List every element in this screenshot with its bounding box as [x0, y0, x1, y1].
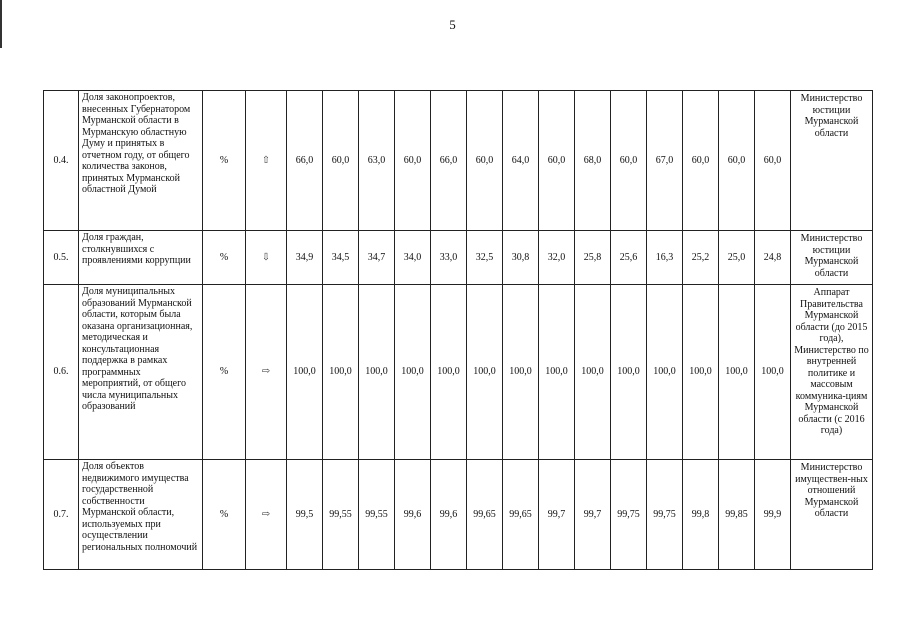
- value-cell: 60,0: [323, 91, 359, 231]
- value-cell: 99,8: [683, 460, 719, 570]
- value-cell: 34,0: [395, 231, 431, 285]
- value-cell: 67,0: [647, 91, 683, 231]
- indicator-name: Доля законопроектов, внесенных Губернатором Мурманской области в Мурманскую областную Думу и принятых в отчетном году, от общего количества законов, принятых Мурманской областной Думой: [79, 91, 203, 231]
- value-cell: 100,0: [647, 285, 683, 460]
- trend-arrow-icon: ⇨: [246, 460, 287, 570]
- value-cell: 100,0: [359, 285, 395, 460]
- indicator-name: Доля муниципальных образований Мурманской области, которым была оказана организационная, методическая и консультационная поддержка в рамках программных мероприятий, от общего числа муниципальных образований: [79, 285, 203, 460]
- value-cell: 63,0: [359, 91, 395, 231]
- value-cell: 24,8: [755, 231, 791, 285]
- value-cell: 99,6: [431, 460, 467, 570]
- value-cell: 60,0: [719, 91, 755, 231]
- value-cell: 25,8: [575, 231, 611, 285]
- value-cell: 68,0: [575, 91, 611, 231]
- value-cell: 99,5: [287, 460, 323, 570]
- value-cell: 99,75: [611, 460, 647, 570]
- value-cell: 100,0: [431, 285, 467, 460]
- value-cell: 25,2: [683, 231, 719, 285]
- indicator-name: Доля граждан, столкнувшихся с проявлениями коррупции: [79, 231, 203, 285]
- value-cell: 100,0: [683, 285, 719, 460]
- value-cell: 60,0: [611, 91, 647, 231]
- value-cell: 99,55: [359, 460, 395, 570]
- value-cell: 32,0: [539, 231, 575, 285]
- value-cell: 25,6: [611, 231, 647, 285]
- value-cell: 34,9: [287, 231, 323, 285]
- value-cell: 16,3: [647, 231, 683, 285]
- value-cell: 99,85: [719, 460, 755, 570]
- value-cell: 25,0: [719, 231, 755, 285]
- value-cell: 34,7: [359, 231, 395, 285]
- value-cell: 100,0: [395, 285, 431, 460]
- row-number: 0.4.: [44, 91, 79, 231]
- unit-cell: %: [203, 231, 246, 285]
- value-cell: 99,65: [467, 460, 503, 570]
- page-number: 5: [449, 17, 456, 32]
- trend-arrow-icon: ⇨: [246, 285, 287, 460]
- value-cell: 99,65: [503, 460, 539, 570]
- unit-cell: %: [203, 460, 246, 570]
- value-cell: 99,7: [539, 460, 575, 570]
- responsible-org: Аппарат Правительства Мурманской области (до 2015 года), Министерство по внутренней политике и массовым коммуника-циям Мурманской области (с 2016 года): [791, 285, 873, 460]
- responsible-org: Министерство юстиции Мурманской области: [791, 91, 873, 231]
- value-cell: 100,0: [467, 285, 503, 460]
- value-cell: 60,0: [683, 91, 719, 231]
- row-number: 0.5.: [44, 231, 79, 285]
- value-cell: 99,6: [395, 460, 431, 570]
- value-cell: 60,0: [539, 91, 575, 231]
- value-cell: 32,5: [467, 231, 503, 285]
- value-cell: 99,7: [575, 460, 611, 570]
- value-cell: 99,9: [755, 460, 791, 570]
- value-cell: 60,0: [755, 91, 791, 231]
- value-cell: 100,0: [539, 285, 575, 460]
- indicators-table: [43, 90, 873, 570]
- value-cell: 100,0: [287, 285, 323, 460]
- value-cell: 64,0: [503, 91, 539, 231]
- value-cell: 66,0: [287, 91, 323, 231]
- value-cell: 30,8: [503, 231, 539, 285]
- table-row: [44, 231, 873, 285]
- table-row: [44, 460, 873, 570]
- value-cell: 100,0: [323, 285, 359, 460]
- value-cell: 100,0: [611, 285, 647, 460]
- value-cell: 100,0: [503, 285, 539, 460]
- indicator-name: Доля объектов недвижимого имущества государственной собственности Мурманской области, используемых при осуществлении региональных полномочий: [79, 460, 203, 570]
- value-cell: 100,0: [575, 285, 611, 460]
- value-cell: 34,5: [323, 231, 359, 285]
- value-cell: 99,55: [323, 460, 359, 570]
- table-body: [44, 91, 873, 570]
- row-number: 0.6.: [44, 285, 79, 460]
- unit-cell: %: [203, 91, 246, 231]
- table-row: [44, 285, 873, 460]
- value-cell: 100,0: [719, 285, 755, 460]
- value-cell: 60,0: [467, 91, 503, 231]
- responsible-org: Министерство имуществен-ных отношений Мурманской области: [791, 460, 873, 570]
- trend-arrow-icon: ⇧: [246, 91, 287, 231]
- value-cell: 99,75: [647, 460, 683, 570]
- value-cell: 60,0: [395, 91, 431, 231]
- value-cell: 66,0: [431, 91, 467, 231]
- responsible-org: Министерство юстиции Мурманской области: [791, 231, 873, 285]
- row-number: 0.7.: [44, 460, 79, 570]
- value-cell: 100,0: [755, 285, 791, 460]
- trend-arrow-icon: ⇩: [246, 231, 287, 285]
- value-cell: 33,0: [431, 231, 467, 285]
- unit-cell: %: [203, 285, 246, 460]
- table-row: [44, 91, 873, 231]
